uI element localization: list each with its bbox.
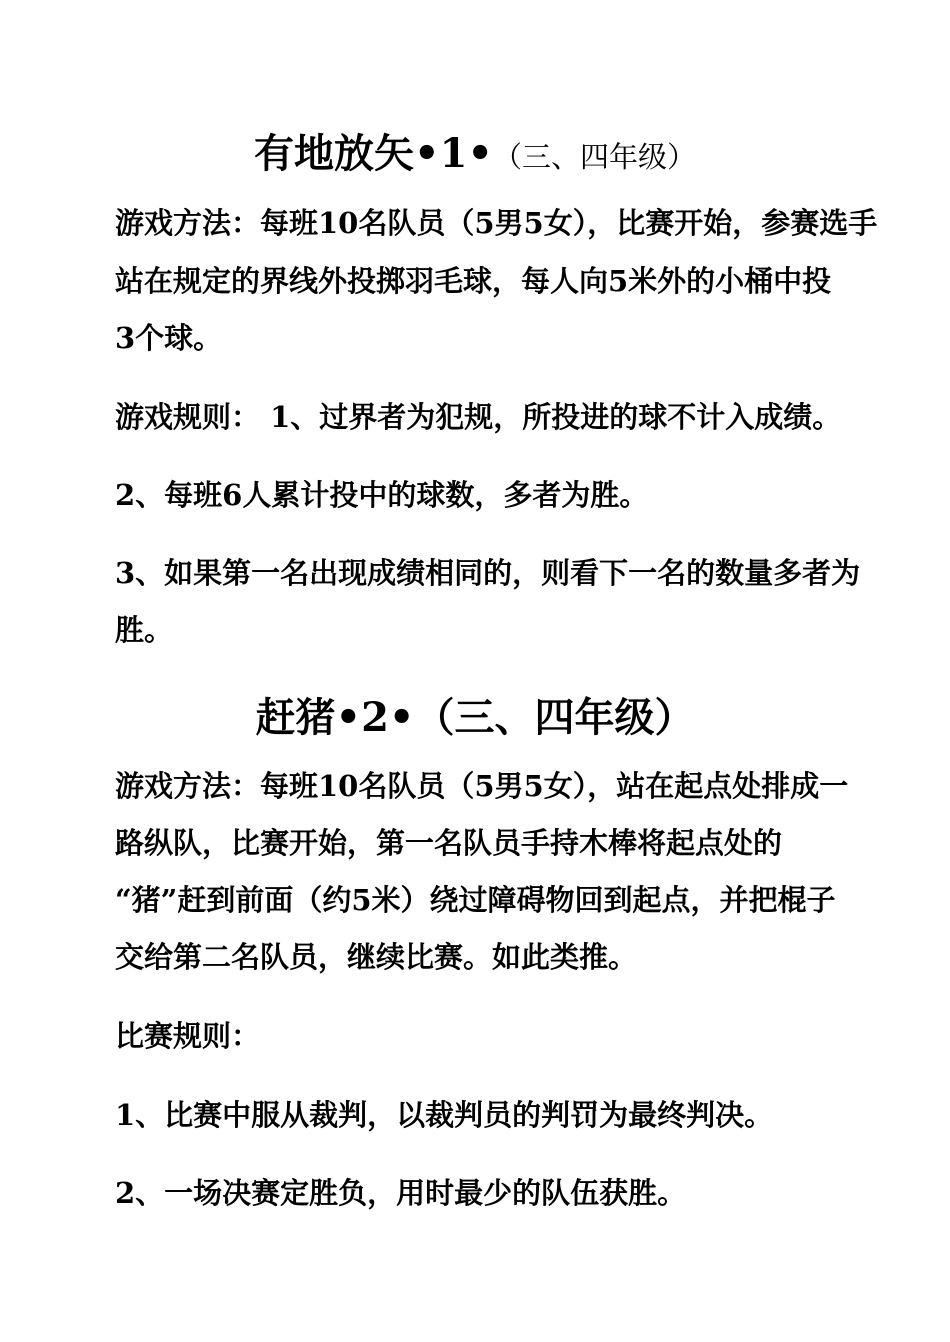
section-1-method-line-2: 站在规定的界线外投掷羽毛球，每人向5米外的小桶中投 — [115, 264, 832, 298]
section-2-title — [0, 686, 950, 743]
section-2-rules-heading: 比赛规则： — [115, 1019, 261, 1053]
section-2-title-main: 赶猪•2• — [255, 694, 415, 741]
section-2-rules-line-2: 2、一场决赛定胜负，用时最少的队伍获胜。 — [115, 1176, 687, 1210]
section-1-title-main: 有地放矢•1• — [254, 130, 493, 177]
section-1-rules-line-1: 游戏规则： 1、过界者为犯规，所投进的球不计入成绩。 — [115, 400, 842, 434]
section-2-method-line-2: 路纵队，比赛开始，第一名队员手持木棒将起点处的 — [115, 826, 783, 860]
section-1-rules-line-4: 胜。 — [115, 613, 174, 647]
section-2-method-line-3: “猪”赶到前面（约5米）绕过障碍物回到起点，并把棍子 — [115, 883, 836, 917]
section-1-title-grade: （三、四年级） — [492, 140, 696, 174]
section-1-method-line-1: 游戏方法：每班10名队员（5男5女），比赛开始，参赛选手 — [115, 206, 878, 240]
section-1-method-line-3: 3个球。 — [115, 321, 223, 355]
section-2-method-line-1: 游戏方法：每班10名队员（5男5女），站在起点处排成一 — [115, 769, 849, 803]
section-1-title — [0, 122, 950, 179]
section-2-method-line-4: 交给第二名队员，继续比赛。如此类推。 — [115, 940, 638, 974]
section-1-rules-line-2: 2、每班6人累计投中的球数，多者为胜。 — [115, 478, 649, 512]
section-1-rules-line-3: 3、如果第一名出现成绩相同的，则看下一名的数量多者为 — [115, 556, 861, 590]
section-2-rules-line-1: 1、比赛中服从裁判，以裁判员的判罚为最终判决。 — [115, 1098, 774, 1132]
section-2-title-grade: （三、四年级） — [414, 694, 695, 741]
